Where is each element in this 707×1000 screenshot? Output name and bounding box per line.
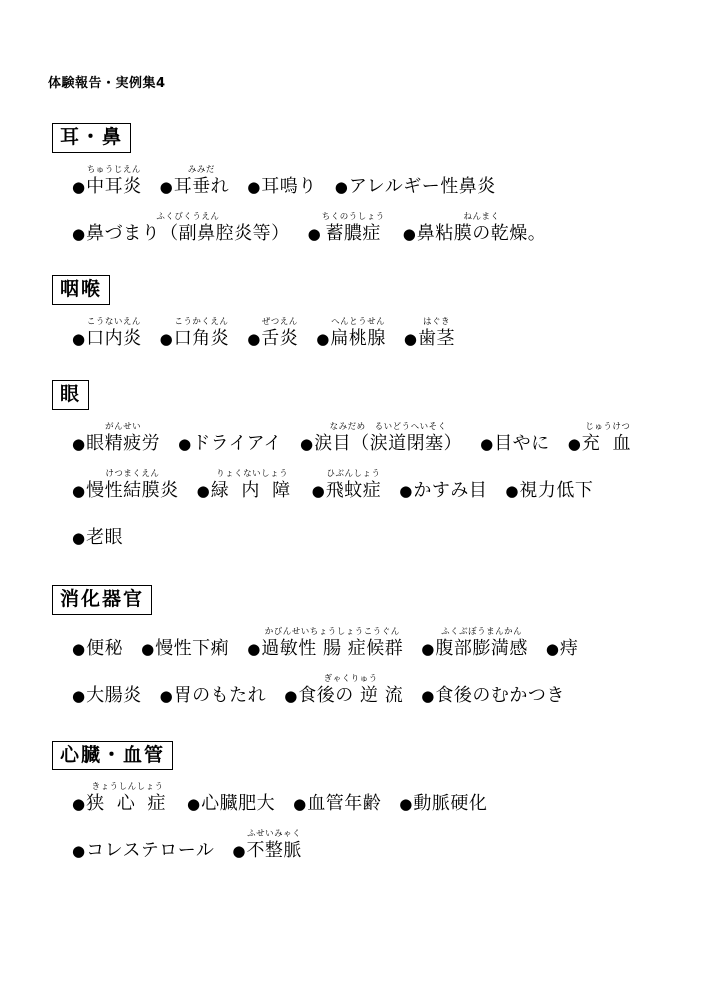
list-item xyxy=(293,782,381,815)
term-label: 蓄膿症 xyxy=(325,222,381,244)
list-item xyxy=(72,674,142,707)
term-label: 中耳炎 xyxy=(86,175,142,197)
bullet-icon: ● xyxy=(421,686,435,705)
document-header: 体験報告・実例集4 xyxy=(48,76,166,91)
bullet-icon: ● xyxy=(159,329,173,348)
term xyxy=(326,469,382,502)
bullet-icon: ● xyxy=(293,795,307,814)
bullet-icon: ● xyxy=(72,842,86,861)
bullet-icon: ● xyxy=(421,639,435,658)
list-item xyxy=(72,782,169,815)
term-label: ドライアイ xyxy=(192,432,282,454)
term xyxy=(261,165,317,198)
list-item xyxy=(312,469,382,502)
list-item xyxy=(403,212,547,245)
section-eye xyxy=(44,380,663,549)
item-line xyxy=(72,627,663,660)
list-item xyxy=(160,317,230,350)
term-label: 便秘 xyxy=(86,637,124,659)
bullet-icon: ● xyxy=(178,434,192,453)
term xyxy=(86,674,142,707)
term xyxy=(582,422,634,455)
term-label: 鼻づまり（副鼻腔炎等） xyxy=(86,222,290,244)
section-throat xyxy=(44,275,663,350)
section-title-heart-vessel: 心臓・血管 xyxy=(52,741,173,771)
list-item xyxy=(335,165,496,198)
term-label: 慢性結膜炎 xyxy=(86,479,179,501)
term xyxy=(417,212,547,245)
bullet-icon: ● xyxy=(402,224,416,243)
term xyxy=(246,829,302,862)
term-label: コレステロール xyxy=(86,840,215,862)
list-item xyxy=(232,829,302,862)
bullet-icon: ● xyxy=(399,795,413,814)
furigana-reading: ねんまく xyxy=(463,211,500,222)
term-label: 耳鳴り xyxy=(261,175,317,197)
bullet-icon: ● xyxy=(159,177,173,196)
term xyxy=(211,469,294,502)
list-item xyxy=(404,317,455,350)
bullet-icon: ● xyxy=(232,842,246,861)
term xyxy=(298,674,403,707)
list-item xyxy=(316,317,386,350)
list-item xyxy=(505,469,593,502)
list-item xyxy=(178,422,282,455)
term xyxy=(349,165,496,198)
bullet-icon: ● xyxy=(196,481,210,500)
furigana-reading: ひぶんしょう xyxy=(326,468,381,479)
term-label: 不整脈 xyxy=(246,840,302,862)
term xyxy=(86,782,169,815)
item-line xyxy=(72,422,663,455)
list-item xyxy=(160,674,267,707)
list-item xyxy=(247,165,317,198)
term-label: 口内炎 xyxy=(86,327,142,349)
furigana-reading: みみだ xyxy=(187,164,215,175)
term-label: 視力低下 xyxy=(519,479,594,501)
bullet-icon: ● xyxy=(72,329,86,348)
bullet-icon: ● xyxy=(72,481,86,500)
sections-container xyxy=(44,123,663,862)
term xyxy=(86,627,123,660)
furigana-reading: ちくのうしょう xyxy=(321,211,385,222)
bullet-icon: ● xyxy=(316,329,330,348)
section-items-heart-vessel xyxy=(44,782,663,862)
bullet-icon: ● xyxy=(247,329,261,348)
list-item xyxy=(421,674,565,707)
bullet-icon: ● xyxy=(567,434,581,453)
list-item xyxy=(72,829,214,862)
term xyxy=(413,469,487,502)
bullet-icon: ● xyxy=(72,795,86,814)
term-label: 血管年齢 xyxy=(307,793,382,815)
bullet-icon: ● xyxy=(307,224,321,243)
bullet-icon: ● xyxy=(399,481,413,500)
bullet-icon: ● xyxy=(403,329,417,348)
list-item xyxy=(568,422,634,455)
furigana-reading: ぜつえん xyxy=(261,316,298,327)
section-digestive xyxy=(44,585,663,707)
list-item xyxy=(284,674,403,707)
section-items-digestive xyxy=(44,627,663,707)
term-label: 緑 内 障 xyxy=(210,479,294,501)
list-item xyxy=(300,422,462,455)
item-line xyxy=(72,212,663,245)
bullet-icon: ● xyxy=(300,434,314,453)
term-label: かすみ目 xyxy=(413,479,488,501)
term-label: 眼精疲労 xyxy=(86,432,161,454)
term xyxy=(519,469,593,502)
list-item xyxy=(72,516,123,549)
section-items-eye xyxy=(44,422,663,549)
term xyxy=(86,165,142,198)
term-label: 飛蚊症 xyxy=(325,479,382,501)
list-item xyxy=(480,422,550,455)
list-item xyxy=(141,627,229,660)
furigana-reading: ぎゃくりゅう xyxy=(323,673,378,684)
bullet-icon: ● xyxy=(311,481,325,500)
item-line xyxy=(72,674,663,707)
item-line xyxy=(72,469,663,502)
bullet-icon: ● xyxy=(72,639,86,658)
term-label: 痔 xyxy=(559,637,579,659)
term-label: 扁桃腺 xyxy=(330,327,386,349)
term xyxy=(174,165,230,198)
furigana-reading: りょくないしょう xyxy=(216,468,289,479)
term-label: 舌炎 xyxy=(261,327,299,349)
bullet-icon: ● xyxy=(159,686,173,705)
term xyxy=(435,627,528,660)
term-label: 動脈硬化 xyxy=(413,793,488,815)
term xyxy=(86,422,160,455)
term xyxy=(418,317,455,350)
furigana-reading: けつまくえん xyxy=(105,468,160,479)
bullet-icon: ● xyxy=(72,224,86,243)
term-label: アレルギー性鼻炎 xyxy=(348,175,496,197)
term xyxy=(560,627,579,660)
term xyxy=(192,422,282,455)
term xyxy=(261,627,403,660)
term xyxy=(314,422,462,455)
section-ear-nose xyxy=(44,123,663,245)
term xyxy=(330,317,386,350)
bullet-icon: ● xyxy=(284,686,298,705)
term xyxy=(86,317,142,350)
furigana-reading: ふくびくうえん xyxy=(156,211,220,222)
furigana-reading: ふせいみゃく xyxy=(247,829,302,840)
list-item xyxy=(399,469,487,502)
furigana-reading: きょうしんしょう xyxy=(91,782,164,793)
term-label: 老眼 xyxy=(86,526,124,548)
list-item xyxy=(546,627,579,660)
term xyxy=(494,422,550,455)
term xyxy=(155,627,229,660)
term-label: 涙目（涙道閉塞） xyxy=(314,432,463,454)
furigana-reading: はぐき xyxy=(422,316,450,327)
item-line xyxy=(72,165,663,198)
term-label: 狭 心 症 xyxy=(86,793,170,815)
term xyxy=(86,829,214,862)
item-line xyxy=(72,516,663,549)
list-item xyxy=(247,317,298,350)
term-label: 食後の 逆 流 xyxy=(298,684,404,706)
term-label: 心臓肥大 xyxy=(201,793,276,815)
term xyxy=(201,782,275,815)
section-title-digestive: 消化器官 xyxy=(52,585,152,615)
term-label: 歯茎 xyxy=(417,327,455,349)
term-label: 胃のもたれ xyxy=(173,684,267,706)
furigana-reading: なみだめ るいどうへいそく xyxy=(329,421,447,432)
item-line xyxy=(72,317,663,350)
section-heart-vessel xyxy=(44,741,663,863)
term-label: 口角炎 xyxy=(173,327,230,349)
bullet-icon: ● xyxy=(545,639,559,658)
section-title-eye: 眼 xyxy=(52,380,89,410)
term-label: 過敏性 腸 症候群 xyxy=(261,637,404,659)
bullet-icon: ● xyxy=(480,434,494,453)
bullet-icon: ● xyxy=(334,177,348,196)
item-line xyxy=(72,829,663,862)
term xyxy=(174,317,230,350)
furigana-reading: ちゅうじえん xyxy=(86,164,141,175)
list-item xyxy=(187,782,275,815)
list-item xyxy=(72,422,160,455)
bullet-icon: ● xyxy=(72,528,86,547)
list-item xyxy=(72,212,290,245)
furigana-reading: かびんせいちょうしょうこうぐん xyxy=(264,626,400,637)
term xyxy=(322,212,385,245)
term-label: 大腸炎 xyxy=(86,684,142,706)
bullet-icon: ● xyxy=(247,639,261,658)
list-item xyxy=(72,165,142,198)
term-label: 慢性下痢 xyxy=(155,637,230,659)
list-item xyxy=(399,782,487,815)
section-title-ear-nose: 耳・鼻 xyxy=(52,123,131,153)
term xyxy=(435,674,565,707)
list-item xyxy=(308,212,385,245)
list-item xyxy=(197,469,294,502)
term xyxy=(86,469,179,502)
term-label: 目やに xyxy=(494,432,550,454)
term xyxy=(174,674,267,707)
bullet-icon: ● xyxy=(72,177,86,196)
term-label: 充 血 xyxy=(581,432,635,454)
bullet-icon: ● xyxy=(505,481,519,500)
list-item xyxy=(160,165,230,198)
list-item xyxy=(72,317,142,350)
bullet-icon: ● xyxy=(72,434,86,453)
furigana-reading: じゅうけつ xyxy=(585,421,631,432)
item-line xyxy=(72,782,663,815)
bullet-icon: ● xyxy=(72,686,86,705)
furigana-reading: へんとうせん xyxy=(331,316,386,327)
bullet-icon: ● xyxy=(141,639,155,658)
list-item xyxy=(247,627,403,660)
section-items-ear-nose xyxy=(44,165,663,245)
section-items-throat xyxy=(44,317,663,350)
term xyxy=(86,212,290,245)
term-label: 鼻粘膜の乾燥。 xyxy=(416,222,547,244)
furigana-reading: こうないえん xyxy=(86,316,141,327)
bullet-icon: ● xyxy=(187,795,201,814)
list-item xyxy=(72,469,179,502)
furigana-reading: ふくぶぼうまんかん xyxy=(441,626,523,637)
term-label: 腹部膨満感 xyxy=(435,637,528,659)
term xyxy=(86,516,123,549)
term xyxy=(261,317,298,350)
section-title-throat: 咽喉 xyxy=(52,275,110,305)
bullet-icon: ● xyxy=(247,177,261,196)
term-label: 耳垂れ xyxy=(173,175,230,197)
list-item xyxy=(421,627,528,660)
furigana-reading: こうかくえん xyxy=(174,316,229,327)
term xyxy=(413,782,487,815)
furigana-reading: がんせい xyxy=(105,421,142,432)
term xyxy=(307,782,381,815)
list-item xyxy=(72,627,123,660)
term-label: 食後のむかつき xyxy=(435,684,565,706)
